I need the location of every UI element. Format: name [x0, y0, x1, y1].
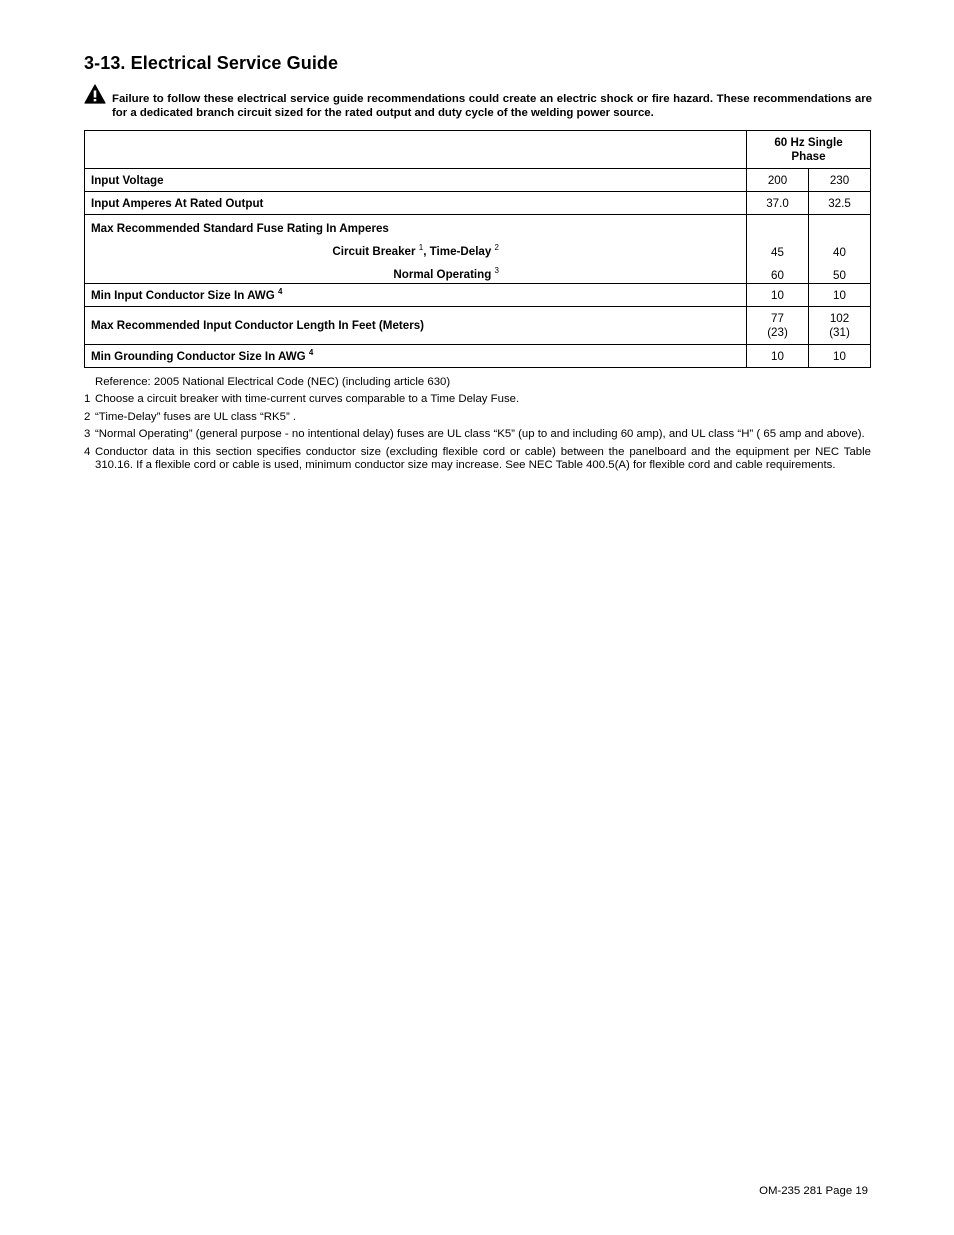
value-cell: 102 (31) [809, 307, 871, 345]
table-row-fuse-rating [85, 215, 871, 284]
value-cell: 77 (23) [747, 307, 809, 345]
footnote-3: 3 “Normal Operating” (general purpose - no intentional delay) fuses are UL class “K5” (up to and including 60 amp), and UL class “H” ( 65 amp and above). [84, 428, 865, 441]
table-row-input-amperes [85, 192, 871, 215]
header-60hz-single-phase [747, 131, 871, 169]
row-label: Input Voltage [85, 169, 747, 192]
value-cell: 10 [809, 284, 871, 307]
value-cell: 200 [747, 169, 809, 192]
fuse-rating-label: Max Recommended Standard Fuse Rating In Amperes [91, 222, 389, 235]
value-cell: 10 [747, 284, 809, 307]
footnote-4: 4 Conductor data in this section specifies conductor size (excluding flexible cord or cable) between the panelboard and the equipment per NEC Table 310.16. If a flexible cord or cable is used, minimum conductor size may increase. See NEC Table 400.5(A) for flexible cord and cable requirements. [84, 445, 871, 472]
value-cell: 50 [833, 269, 846, 282]
footnote-2: 2 “Time-Delay” fuses are UL class “RK5” . [84, 410, 297, 423]
value-cell: 32.5 [809, 192, 871, 215]
page-footer: OM-235 281 Page 19 [759, 1185, 868, 1197]
section-title: 3-13. Electrical Service Guide [84, 53, 339, 73]
value-cell: 10 [809, 345, 871, 368]
warning-triangle-icon [84, 84, 106, 104]
row-label: Min Input Conductor Size In AWG $^4$ [85, 284, 747, 307]
value-cell: 37.0 [747, 192, 809, 215]
table-row-min-input-conductor [85, 284, 871, 307]
footnote-1: 1 Choose a circuit breaker with time-current curves comparable to a Time Delay Fuse. [84, 393, 520, 406]
reference-note: Reference: 2005 National Electrical Code (NEC) (including article 630) [95, 376, 451, 388]
value-cell: 230 [809, 169, 871, 192]
value-cell: 60 [771, 269, 784, 282]
table-row-input-voltage [85, 169, 871, 192]
circuit-breaker-label: Circuit Breaker $^1$, Time-Delay $^2$ [332, 243, 499, 258]
warning-text: Failure to follow these electrical service guide recommendations could create an electric shock or fire hazard. These recommendations are for a dedicated branch circuit sized for the rated output and duty cycle of the welding power source. [112, 93, 872, 119]
table-header-row [85, 131, 871, 169]
header-text: 60 Hz Single Phase [774, 135, 843, 163]
normal-operating-label: Normal Operating $^3$ [393, 266, 499, 281]
table-row-max-length [85, 307, 871, 345]
fuse-values-cell-2 [809, 215, 871, 284]
row-label: Min Grounding Conductor Size In AWG $^4$ [85, 345, 747, 368]
value-cell: 40 [833, 246, 846, 259]
header-blank-cell [85, 131, 747, 169]
table-row-min-grounding [85, 345, 871, 368]
row-label: Max Recommended Input Conductor Length In Feet (Meters) [85, 307, 747, 345]
fuse-values-cell-1 [747, 215, 809, 284]
electrical-service-table [84, 130, 871, 368]
value-cell: 10 [747, 345, 809, 368]
fuse-label-cell [85, 215, 747, 284]
value-cell: 45 [771, 246, 784, 259]
row-label: Input Amperes At Rated Output [85, 192, 747, 215]
footnotes [84, 376, 871, 476]
